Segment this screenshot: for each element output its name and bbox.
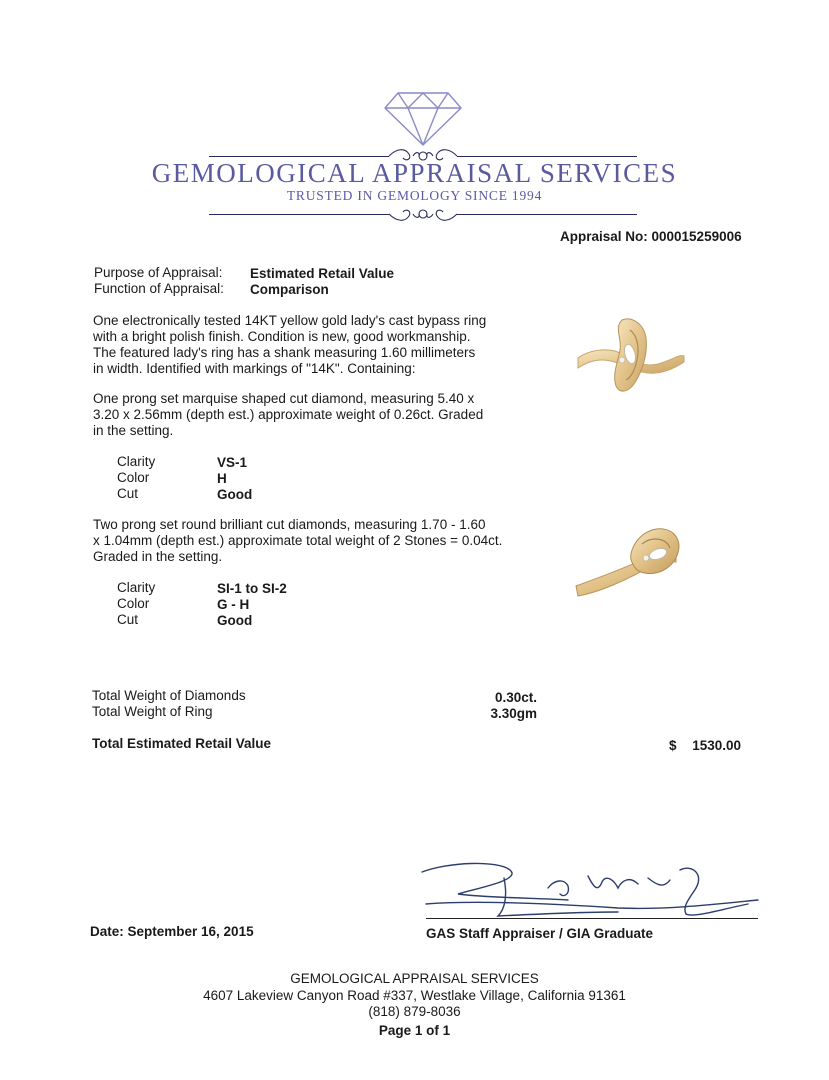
grade-label: Cut: [117, 486, 139, 501]
appraiser-title: GAS Staff Appraiser / GIA Graduate: [426, 926, 654, 941]
purpose-label: Purpose of Appraisal:: [94, 265, 223, 280]
function-value: Comparison: [250, 282, 329, 297]
scroll-ornament-icon: [387, 204, 459, 224]
total-diamonds-label: Total Weight of Diamonds: [92, 688, 246, 703]
total-ring-label: Total Weight of Ring: [92, 704, 213, 719]
header-rule-left-bottom: [209, 214, 389, 215]
description-line: The featured lady's ring has a shank measuring 1.60 millimeters: [93, 345, 476, 360]
header-rule-left: [209, 156, 389, 157]
description-line: with a bright polish finish. Condition is new, good workmanship.: [93, 329, 471, 344]
total-retail-label: Total Estimated Retail Value: [92, 736, 272, 751]
grade-value: Good: [217, 613, 253, 628]
total-diamonds-value: 0.30ct.: [494, 690, 537, 705]
appraisal-date: Date: September 16, 2015: [90, 924, 254, 939]
function-label: Function of Appraisal:: [94, 281, 224, 296]
grade-label: Cut: [117, 612, 139, 627]
grade-value: H: [217, 471, 227, 486]
side-stones-line: Two prong set round brilliant cut diamonds, measuring 1.70 - 1.60: [93, 517, 486, 532]
appraisal-number: Appraisal No: 000015259006: [560, 229, 742, 244]
purpose-value: Estimated Retail Value: [250, 266, 395, 281]
grade-value: VS-1: [217, 455, 248, 470]
footer-address: 4607 Lakeview Canyon Road #337, Westlake Village, California 91361: [203, 988, 626, 1003]
company-name: GEMOLOGICAL APPRAISAL SERVICES: [151, 158, 678, 188]
grade-value: G - H: [217, 597, 250, 612]
footer-company: GEMOLOGICAL APPRAISAL SERVICES: [290, 971, 539, 986]
grade-value: SI-1 to SI-2: [217, 581, 287, 596]
description-line: in width. Identified with markings of "14K". Containing:: [93, 361, 416, 376]
footer-phone: (818) 879-8036: [368, 1004, 461, 1019]
side-stones-line: x 1.04mm (depth est.) approximate total weight of 2 Stones = 0.04ct.: [93, 533, 503, 548]
description-line: One electronically tested 14KT yellow gold lady's cast bypass ring: [93, 313, 487, 328]
header-rule-right-bottom: [457, 214, 637, 215]
header-rule-right: [457, 156, 637, 157]
grade-label: Color: [117, 470, 150, 485]
grade-value: Good: [217, 487, 253, 502]
grade-label: Clarity: [117, 454, 156, 469]
grade-label: Color: [117, 596, 150, 611]
side-stones-description: [93, 517, 502, 565]
page-number: Page 1 of 1: [378, 1023, 451, 1038]
center-stone-line: in the setting.: [93, 423, 174, 438]
center-stone-description: [93, 391, 483, 439]
center-stone-line: One prong set marquise shaped cut diamond, measuring 5.40 x: [93, 391, 475, 406]
ring-photo-top: [572, 310, 687, 410]
total-ring-value: 3.30gm: [490, 706, 537, 721]
total-retail-value: 1530.00: [692, 738, 741, 753]
ring-description: [93, 313, 486, 377]
company-tagline: TRUSTED IN GEMOLOGY SINCE 1994: [286, 188, 543, 203]
diamond-icon: [383, 90, 463, 148]
side-stones-line: Graded in the setting.: [93, 549, 223, 564]
grade-label: Clarity: [117, 580, 156, 595]
signature-line: [426, 918, 758, 919]
ring-photo-side: [572, 520, 692, 610]
signature: [418, 858, 763, 924]
center-stone-line: 3.20 x 2.56mm (depth est.) approximate weight of 0.26ct. Graded: [93, 407, 484, 422]
currency-symbol: $: [669, 738, 677, 753]
